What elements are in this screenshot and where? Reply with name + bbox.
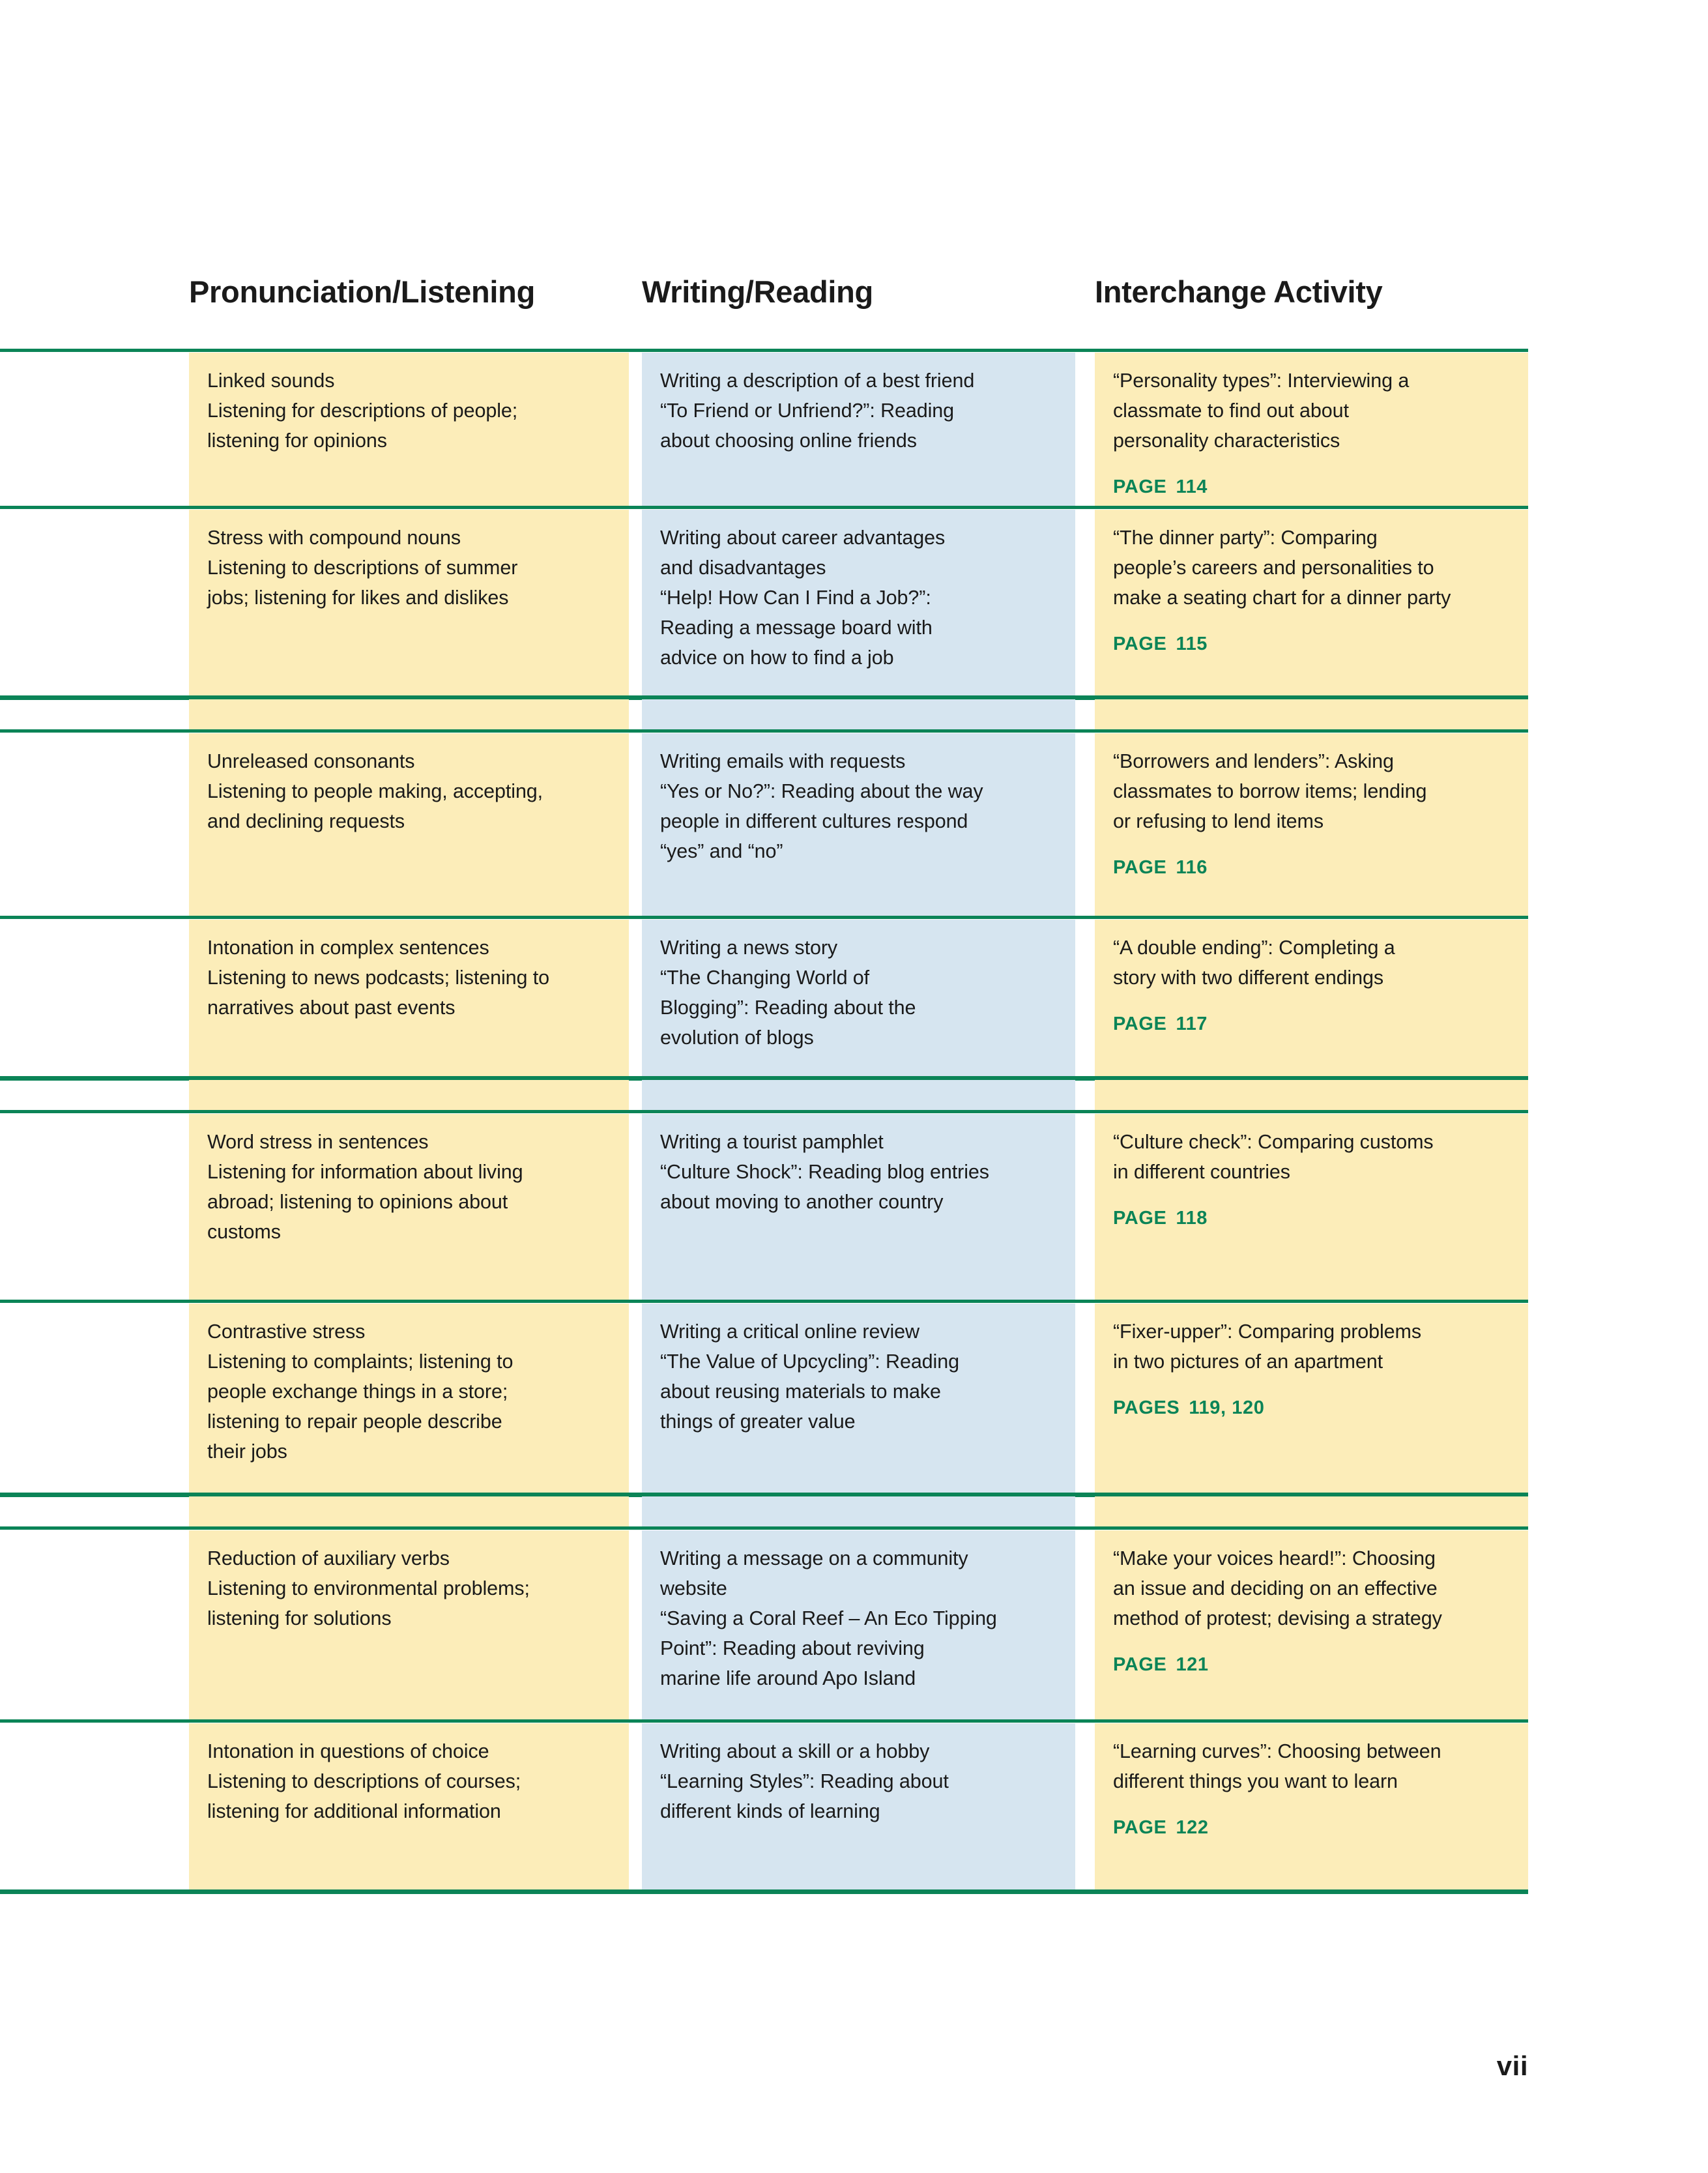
table-row bbox=[0, 1723, 1708, 1889]
page-reference-number: 122 bbox=[1176, 1817, 1209, 1838]
cell-pronunciation-listening-text: Linked sounds Listening for descriptions of people; listening for opinions bbox=[207, 370, 518, 452]
cell-writing-reading bbox=[642, 1723, 1075, 1889]
page-reference[interactable] bbox=[1113, 1654, 1510, 1676]
divider-line bbox=[0, 1719, 1528, 1723]
page-reference-label: PAGES bbox=[1113, 1397, 1180, 1418]
cell-interchange-activity bbox=[1095, 1304, 1528, 1493]
cell-writing-reading-text: Writing about a skill or a hobby “Learning Styles”: Reading about different kinds of learning bbox=[660, 1740, 949, 1822]
syllabus-table bbox=[0, 349, 1708, 1893]
table-row bbox=[0, 353, 1708, 506]
section-divider-thick bbox=[0, 1889, 1708, 1893]
table-row bbox=[0, 733, 1708, 916]
cell-interchange-activity bbox=[1095, 920, 1528, 1076]
cell-writing-reading bbox=[642, 733, 1075, 916]
page-reference[interactable] bbox=[1113, 1208, 1510, 1229]
unit-gap-cell-pronunciation bbox=[189, 1496, 629, 1526]
cell-writing-reading bbox=[642, 510, 1075, 695]
cell-pronunciation-listening bbox=[189, 1114, 629, 1300]
table-row bbox=[0, 920, 1708, 1076]
cell-interchange-activity bbox=[1095, 1530, 1528, 1719]
column-headers bbox=[0, 274, 1708, 345]
divider-line bbox=[0, 1110, 1528, 1113]
page-reference[interactable] bbox=[1113, 1014, 1510, 1035]
unit-gap-cell-writing bbox=[642, 699, 1075, 729]
unit-gap-cell-pronunciation bbox=[189, 1080, 629, 1110]
divider-line bbox=[0, 1300, 1528, 1303]
cell-writing-reading-text: Writing a tourist pamphlet “Culture Shock”: Reading blog entries about moving to another country bbox=[660, 1131, 989, 1213]
unit-gap-cell-activity bbox=[1095, 1496, 1528, 1526]
page-reference[interactable] bbox=[1113, 476, 1510, 498]
page-folio: vii bbox=[1496, 2050, 1528, 2081]
cell-pronunciation-listening bbox=[189, 1723, 629, 1889]
cell-pronunciation-listening bbox=[189, 920, 629, 1076]
unit-gap-band bbox=[0, 1080, 1708, 1110]
page-reference[interactable] bbox=[1113, 1817, 1510, 1839]
divider-line bbox=[0, 729, 1528, 733]
unit-gap-cell-pronunciation bbox=[189, 699, 629, 729]
cell-writing-reading bbox=[642, 920, 1075, 1076]
page-reference-label: PAGE bbox=[1113, 1817, 1167, 1838]
cell-interchange-activity bbox=[1095, 510, 1528, 695]
cell-interchange-activity-text: “Culture check”: Comparing customs in different countries bbox=[1113, 1131, 1434, 1183]
cell-pronunciation-listening-text: Intonation in complex sentences Listening to news podcasts; listening to narratives about past events bbox=[207, 937, 549, 1019]
page-reference-number: 119, 120 bbox=[1189, 1397, 1265, 1418]
unit-gap-band bbox=[0, 699, 1708, 729]
column-header-writing-reading: Writing/Reading bbox=[642, 274, 873, 309]
page-reference-label: PAGE bbox=[1113, 476, 1167, 497]
cell-pronunciation-listening-text: Intonation in questions of choice Listening to descriptions of courses; listening for additional information bbox=[207, 1740, 521, 1822]
table-row bbox=[0, 510, 1708, 695]
cell-pronunciation-listening bbox=[189, 1530, 629, 1719]
cell-writing-reading-text: Writing a message on a community website “Saving a Coral Reef – An Eco Tipping Point”: Reading about reviving marine life around Apo Island bbox=[660, 1547, 997, 1689]
cell-interchange-activity-text: “Learning curves”: Choosing between different things you want to learn bbox=[1113, 1740, 1441, 1792]
unit-gap-cell-writing bbox=[642, 1080, 1075, 1110]
cell-pronunciation-listening bbox=[189, 353, 629, 506]
divider-line bbox=[0, 1889, 1528, 1894]
cell-pronunciation-listening-text: Stress with compound nouns Listening to descriptions of summer jobs; listening for likes and dislikes bbox=[207, 527, 518, 609]
page-reference-label: PAGE bbox=[1113, 1654, 1167, 1675]
cell-writing-reading bbox=[642, 1530, 1075, 1719]
table-row bbox=[0, 1114, 1708, 1300]
unit-gap-cell-activity bbox=[1095, 1080, 1528, 1110]
divider-line bbox=[0, 1526, 1528, 1530]
unit-gap-cell-activity bbox=[1095, 699, 1528, 729]
cell-interchange-activity bbox=[1095, 1114, 1528, 1300]
cell-writing-reading-text: Writing a critical online review “The Value of Upcycling”: Reading about reusing materials to make things of greater value bbox=[660, 1320, 959, 1433]
page-reference-label: PAGE bbox=[1113, 1208, 1167, 1229]
cell-writing-reading-text: Writing about career advantages and disadvantages “Help! How Can I Find a Job?”: Reading a message board with advice on how to find a job bbox=[660, 527, 946, 669]
cell-pronunciation-listening bbox=[189, 733, 629, 916]
cell-pronunciation-listening-text: Unreleased consonants Listening to people making, accepting, and declining requests bbox=[207, 750, 543, 832]
page-reference-number: 121 bbox=[1176, 1654, 1209, 1675]
page-reference-label: PAGE bbox=[1113, 857, 1167, 878]
unit-gap-band bbox=[0, 1496, 1708, 1526]
cell-writing-reading bbox=[642, 353, 1075, 506]
cell-interchange-activity-text: “Personality types”: Interviewing a classmate to find out about personality characteristics bbox=[1113, 370, 1410, 452]
page-reference-number: 115 bbox=[1176, 634, 1208, 654]
cell-interchange-activity-text: “A double ending”: Completing a story with two different endings bbox=[1113, 937, 1395, 989]
page-reference[interactable] bbox=[1113, 1397, 1510, 1419]
page-reference-number: 114 bbox=[1176, 476, 1208, 497]
column-header-pronunciation-listening: Pronunciation/Listening bbox=[189, 274, 535, 309]
cell-interchange-activity-text: “The dinner party”: Comparing people’s careers and personalities to make a seating chart for a dinner party bbox=[1113, 527, 1451, 609]
cell-pronunciation-listening-text: Word stress in sentences Listening for information about living abroad; listening to opinions about customs bbox=[207, 1131, 523, 1243]
divider-line bbox=[0, 349, 1528, 352]
page-reference-number: 118 bbox=[1176, 1208, 1208, 1229]
cell-writing-reading bbox=[642, 1304, 1075, 1493]
table-row bbox=[0, 1530, 1708, 1719]
cell-pronunciation-listening bbox=[189, 1304, 629, 1493]
cell-interchange-activity bbox=[1095, 353, 1528, 506]
page-reference-label: PAGE bbox=[1113, 634, 1167, 654]
page-reference[interactable] bbox=[1113, 857, 1510, 879]
page-reference-label: PAGE bbox=[1113, 1014, 1167, 1034]
cell-interchange-activity bbox=[1095, 733, 1528, 916]
page-reference[interactable] bbox=[1113, 634, 1510, 655]
cell-pronunciation-listening-text: Reduction of auxiliary verbs Listening to environmental problems; listening for solutions bbox=[207, 1547, 530, 1629]
cell-interchange-activity-text: “Borrowers and lenders”: Asking classmates to borrow items; lending or refusing to lend items bbox=[1113, 750, 1427, 832]
column-header-interchange-activity: Interchange Activity bbox=[1095, 274, 1383, 309]
cell-interchange-activity-text: “Make your voices heard!”: Choosing an issue and deciding on an effective method of protest; devising a strategy bbox=[1113, 1547, 1442, 1629]
cell-writing-reading-text: Writing a news story “The Changing World of Blogging”: Reading about the evolution of blogs bbox=[660, 937, 916, 1049]
table-row bbox=[0, 1304, 1708, 1493]
unit-gap-cell-writing bbox=[642, 1496, 1075, 1526]
divider-line bbox=[0, 506, 1528, 509]
cell-writing-reading bbox=[642, 1114, 1075, 1300]
cell-pronunciation-listening-text: Contrastive stress Listening to complaints; listening to people exchange things in a store; listening to repair people describe their jobs bbox=[207, 1320, 514, 1463]
divider-line bbox=[0, 916, 1528, 919]
cell-writing-reading-text: Writing emails with requests “Yes or No?”: Reading about the way people in different cultures respond “yes” and “no” bbox=[660, 750, 983, 862]
page-reference-number: 117 bbox=[1176, 1014, 1208, 1034]
cell-interchange-activity-text: “Fixer-upper”: Comparing problems in two pictures of an apartment bbox=[1113, 1320, 1421, 1373]
cell-interchange-activity bbox=[1095, 1723, 1528, 1889]
page-reference-number: 116 bbox=[1176, 857, 1208, 878]
cell-pronunciation-listening bbox=[189, 510, 629, 695]
cell-writing-reading-text: Writing a description of a best friend “To Friend or Unfriend?”: Reading about choosing online friends bbox=[660, 370, 975, 452]
